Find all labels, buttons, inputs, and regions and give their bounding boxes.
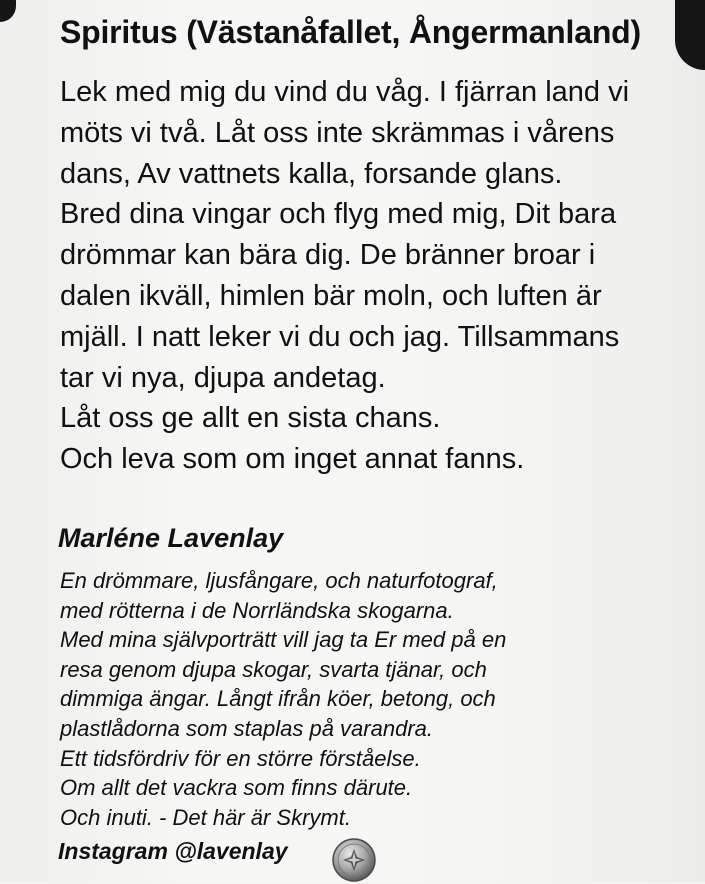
author-name: Marléne Lavenlay [58, 523, 284, 553]
poem-line: Låt oss ge allt en sista chans. [60, 402, 441, 435]
bio-line: Med mina självporträtt vill jag ta Er med på en [60, 627, 507, 653]
dark-corner-top-right [675, 0, 705, 70]
poem-line: drömmar kan bära dig. De bränner broar i [60, 239, 596, 272]
bio-line: dimmiga ängar. Långt ifrån köer, betong, och [60, 686, 496, 712]
bio-line: Om allt det vackra som finns därute. [60, 775, 413, 801]
poem-title: Spiritus (Västanåfallet, Ångermanland) [60, 14, 641, 50]
poem-line: möts vi två. Låt oss inte skrämmas i vårens [60, 116, 615, 149]
bio-line: resa genom djupa skogar, svarta tjänar, och [60, 656, 487, 682]
instagram-handle: Instagram @lavenlay [58, 838, 288, 864]
poem-line: Och leva som om inget annat fanns. [60, 443, 525, 476]
bio-line: med rötterna i de Norrländska skogarna. [60, 597, 454, 623]
poem-line: mjäll. I natt leker vi du och jag. Tillsammans [60, 320, 620, 353]
bio-line: En drömmare, ljusfångare, och naturfotograf, [60, 568, 498, 593]
poem-line: Lek med mig du vind du våg. I fjärran land vi [60, 76, 630, 108]
screw-icon [330, 836, 378, 884]
poem-line: Bred dina vingar och flyg med mig, Dit bara [60, 198, 617, 231]
poem-line: tar vi nya, djupa andetag. [60, 361, 386, 394]
author-bio [60, 566, 620, 832]
dark-corner-top-left [0, 0, 16, 22]
bio-line: plastlådorna som staplas på varandra. [60, 715, 433, 741]
poem-body [60, 72, 680, 480]
poem-line: dalen ikväll, himlen bär moln, och luften är [60, 279, 602, 312]
bio-line: Och inuti. - Det här är Skrymt. [60, 804, 351, 830]
poem-line: dans, Av vattnets kalla, forsande glans. [60, 157, 563, 190]
bio-line: Ett tidsfördriv för en större förståelse. [60, 745, 421, 771]
